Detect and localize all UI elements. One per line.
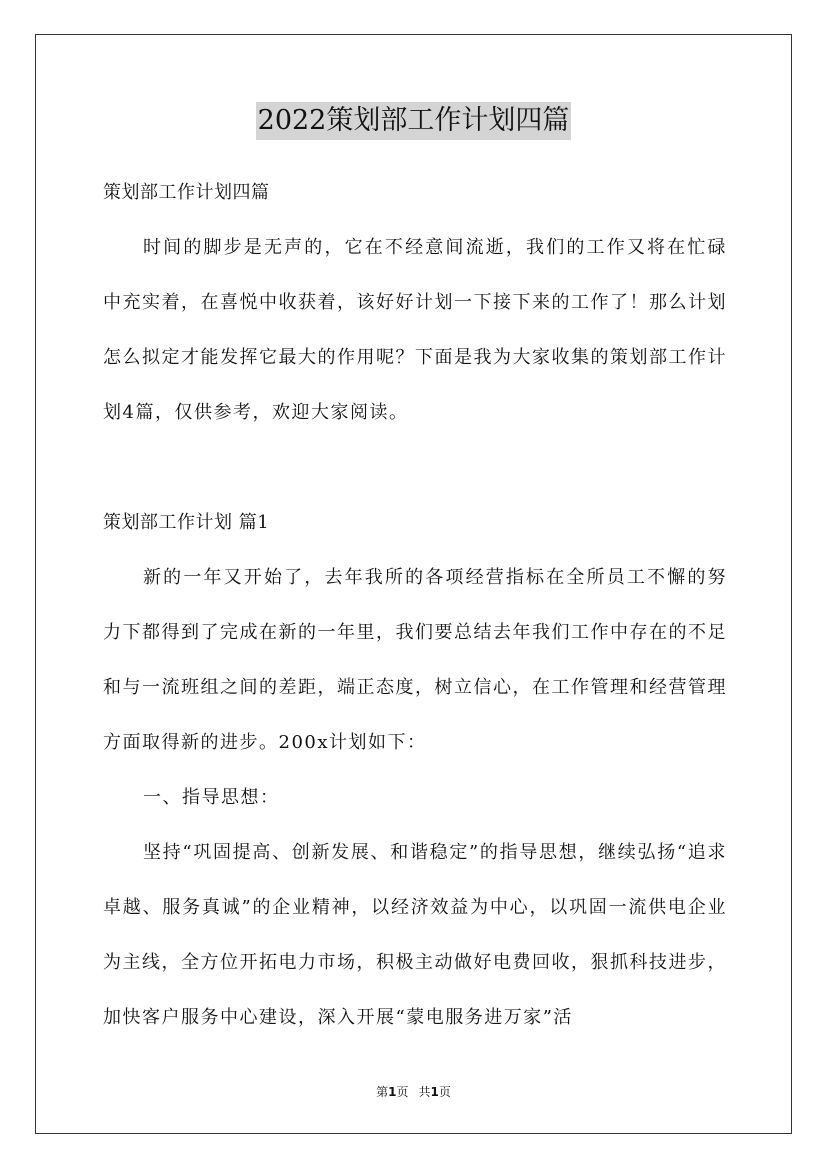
section-paragraph: 新的一年又开始了，去年我所的各项经营指标在全所员工不懈的努力下都得到了完成在新的一年里，我们要总结去年我们工作中存在的不足和与一流班组之间的差距，端正态度，树立信心，在工作管理和经营管理方面取得新的进步。200x计划如下： xyxy=(103,567,727,753)
total-suffix: 页 xyxy=(438,1085,451,1099)
title-container xyxy=(0,102,827,140)
section-heading: 策划部工作计划 篇1 xyxy=(103,512,270,533)
page-suffix: 页 xyxy=(396,1085,409,1099)
total-pages: 1 xyxy=(430,1085,439,1099)
document-body xyxy=(103,165,727,1045)
intro-paragraph: 时间的脚步是无声的，它在不经意间流逝，我们的工作又将在忙碌中充实着，在喜悦中收获着，该好好计划一下接下来的工作了！那么计划怎么拟定才能发挥它最大的作用呢？下面是我为大家收集的策划部工作计划4篇，仅供参考，欢迎大家阅读。 xyxy=(103,237,727,423)
section-paragraph-2: 坚持“巩固提高、创新发展、和谐稳定”的指导思想，继续弘扬“追求卓越、服务真诚”的企业精神，以经济效益为中心，以巩固一流供电企业为主线，全方位开拓电力市场，积极主动做好电费回收，狠抓科技进步，加快客户服务中心建设，深入开展“蒙电服务进万家”活 xyxy=(103,842,727,1028)
blank-line xyxy=(103,440,727,495)
page-number: 1 xyxy=(388,1085,397,1099)
total-prefix: 共 xyxy=(418,1085,431,1099)
page-footer xyxy=(0,1084,827,1100)
document-subtitle: 策划部工作计划四篇 xyxy=(103,182,270,203)
page-prefix: 第 xyxy=(376,1085,389,1099)
document-title: 2022策划部工作计划四篇 xyxy=(256,102,572,140)
section-item-heading: 一、指导思想： xyxy=(143,787,280,808)
